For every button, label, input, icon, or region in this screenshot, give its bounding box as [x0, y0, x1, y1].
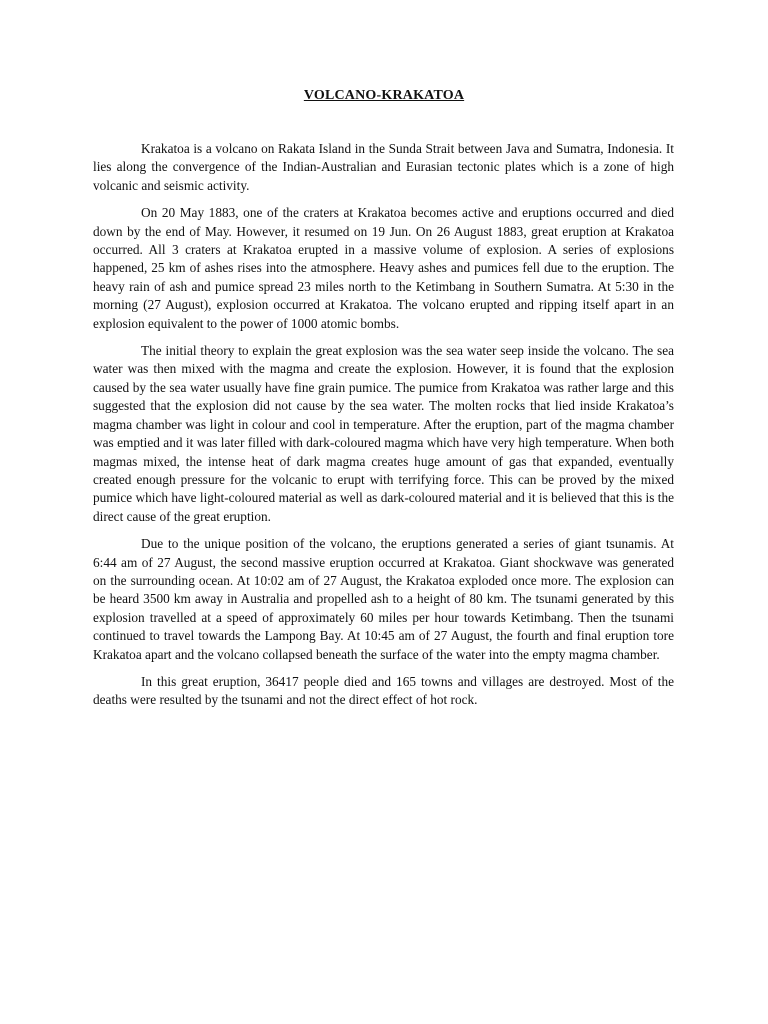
paragraph-eruption-timeline: On 20 May 1883, one of the craters at Krakatoa becomes active and eruptions occurred and died down by the end of May. However, it resumed on 19 Jun. On 26 August 1883, great eruption at Krakatoa occurred. All 3 craters at Krakatoa erupted in a massive volume of explosion. A series of explosions happened, 25 km of ashes rises into the atmosphere. Heavy ashes and pumices fell due to the eruption. The heavy rain of ash and pumice spread 23 miles north to the Ketimbang in Southern Sumatra. At 5:30 in the morning (27 August), explosion occurred at Krakatoa. The volcano erupted and ripping itself apart in an explosion equivalent to the power of 1000 atomic bombs.	[93, 205, 674, 331]
paragraph-casualties: In this great eruption, 36417 people died and 165 towns and villages are destroyed. Most of the deaths were resulted by the tsunami and not the direct effect of hot rock.	[93, 673, 674, 708]
document-body	[93, 140, 674, 719]
paragraph-explosion-theory: The initial theory to explain the great explosion was the sea water seep inside the volcano. The sea water was then mixed with the magma and create the explosion. However, it is found that the explosion caused by the sea water usually have fine grain pumice. The pumice from Krakatoa was rather large and this suggested that the explosion did not cause by the sea water. The molten rocks that lied inside Krakatoa’s magma chamber was light in colour and cool in temperature. After the eruption, part of the magma chamber was emptied and it was later filled with dark-coloured magma which have very high temperature. When both magmas mixed, the intense heat of dark magma creates huge amount of gas that expanded, eventually created enough pressure for the volcanic to erupt with terrifying force. This can be proved by the mixed pumice which have light-coloured material as well as dark-coloured material and it is believed that this is the direct cause of the great eruption.	[93, 343, 674, 524]
paragraph-intro: Krakatoa is a volcano on Rakata Island in the Sunda Strait between Java and Sumatra, Indonesia. It lies along the convergence of the Indian-Australian and Eurasian tectonic plates which is a zone of high volcanic and seismic activity.	[93, 141, 674, 193]
paragraph-tsunamis: Due to the unique position of the volcano, the eruptions generated a series of giant tsunamis. At 6:44 am of 27 August, the second massive eruption occurred at Krakatoa. Giant shockwave was generated on the surrounding ocean. At 10:02 am of 27 August, the Krakatoa exploded once more. The explosion can be heard 3500 km away in Australia and propelled ash to a height of 80 km. The tsunami generated by this explosion travelled at a speed of approximately 60 miles per hour towards Ketimbang. Then the tsunami continued to travel towards the Lampong Bay. At 10:45 am of 27 August, the fourth and final eruption tore Krakatoa apart and the volcano collapsed beneath the surface of the water into the empty magma chamber.	[93, 536, 674, 662]
document-title: VOLCANO-KRAKATOA	[303, 88, 465, 103]
